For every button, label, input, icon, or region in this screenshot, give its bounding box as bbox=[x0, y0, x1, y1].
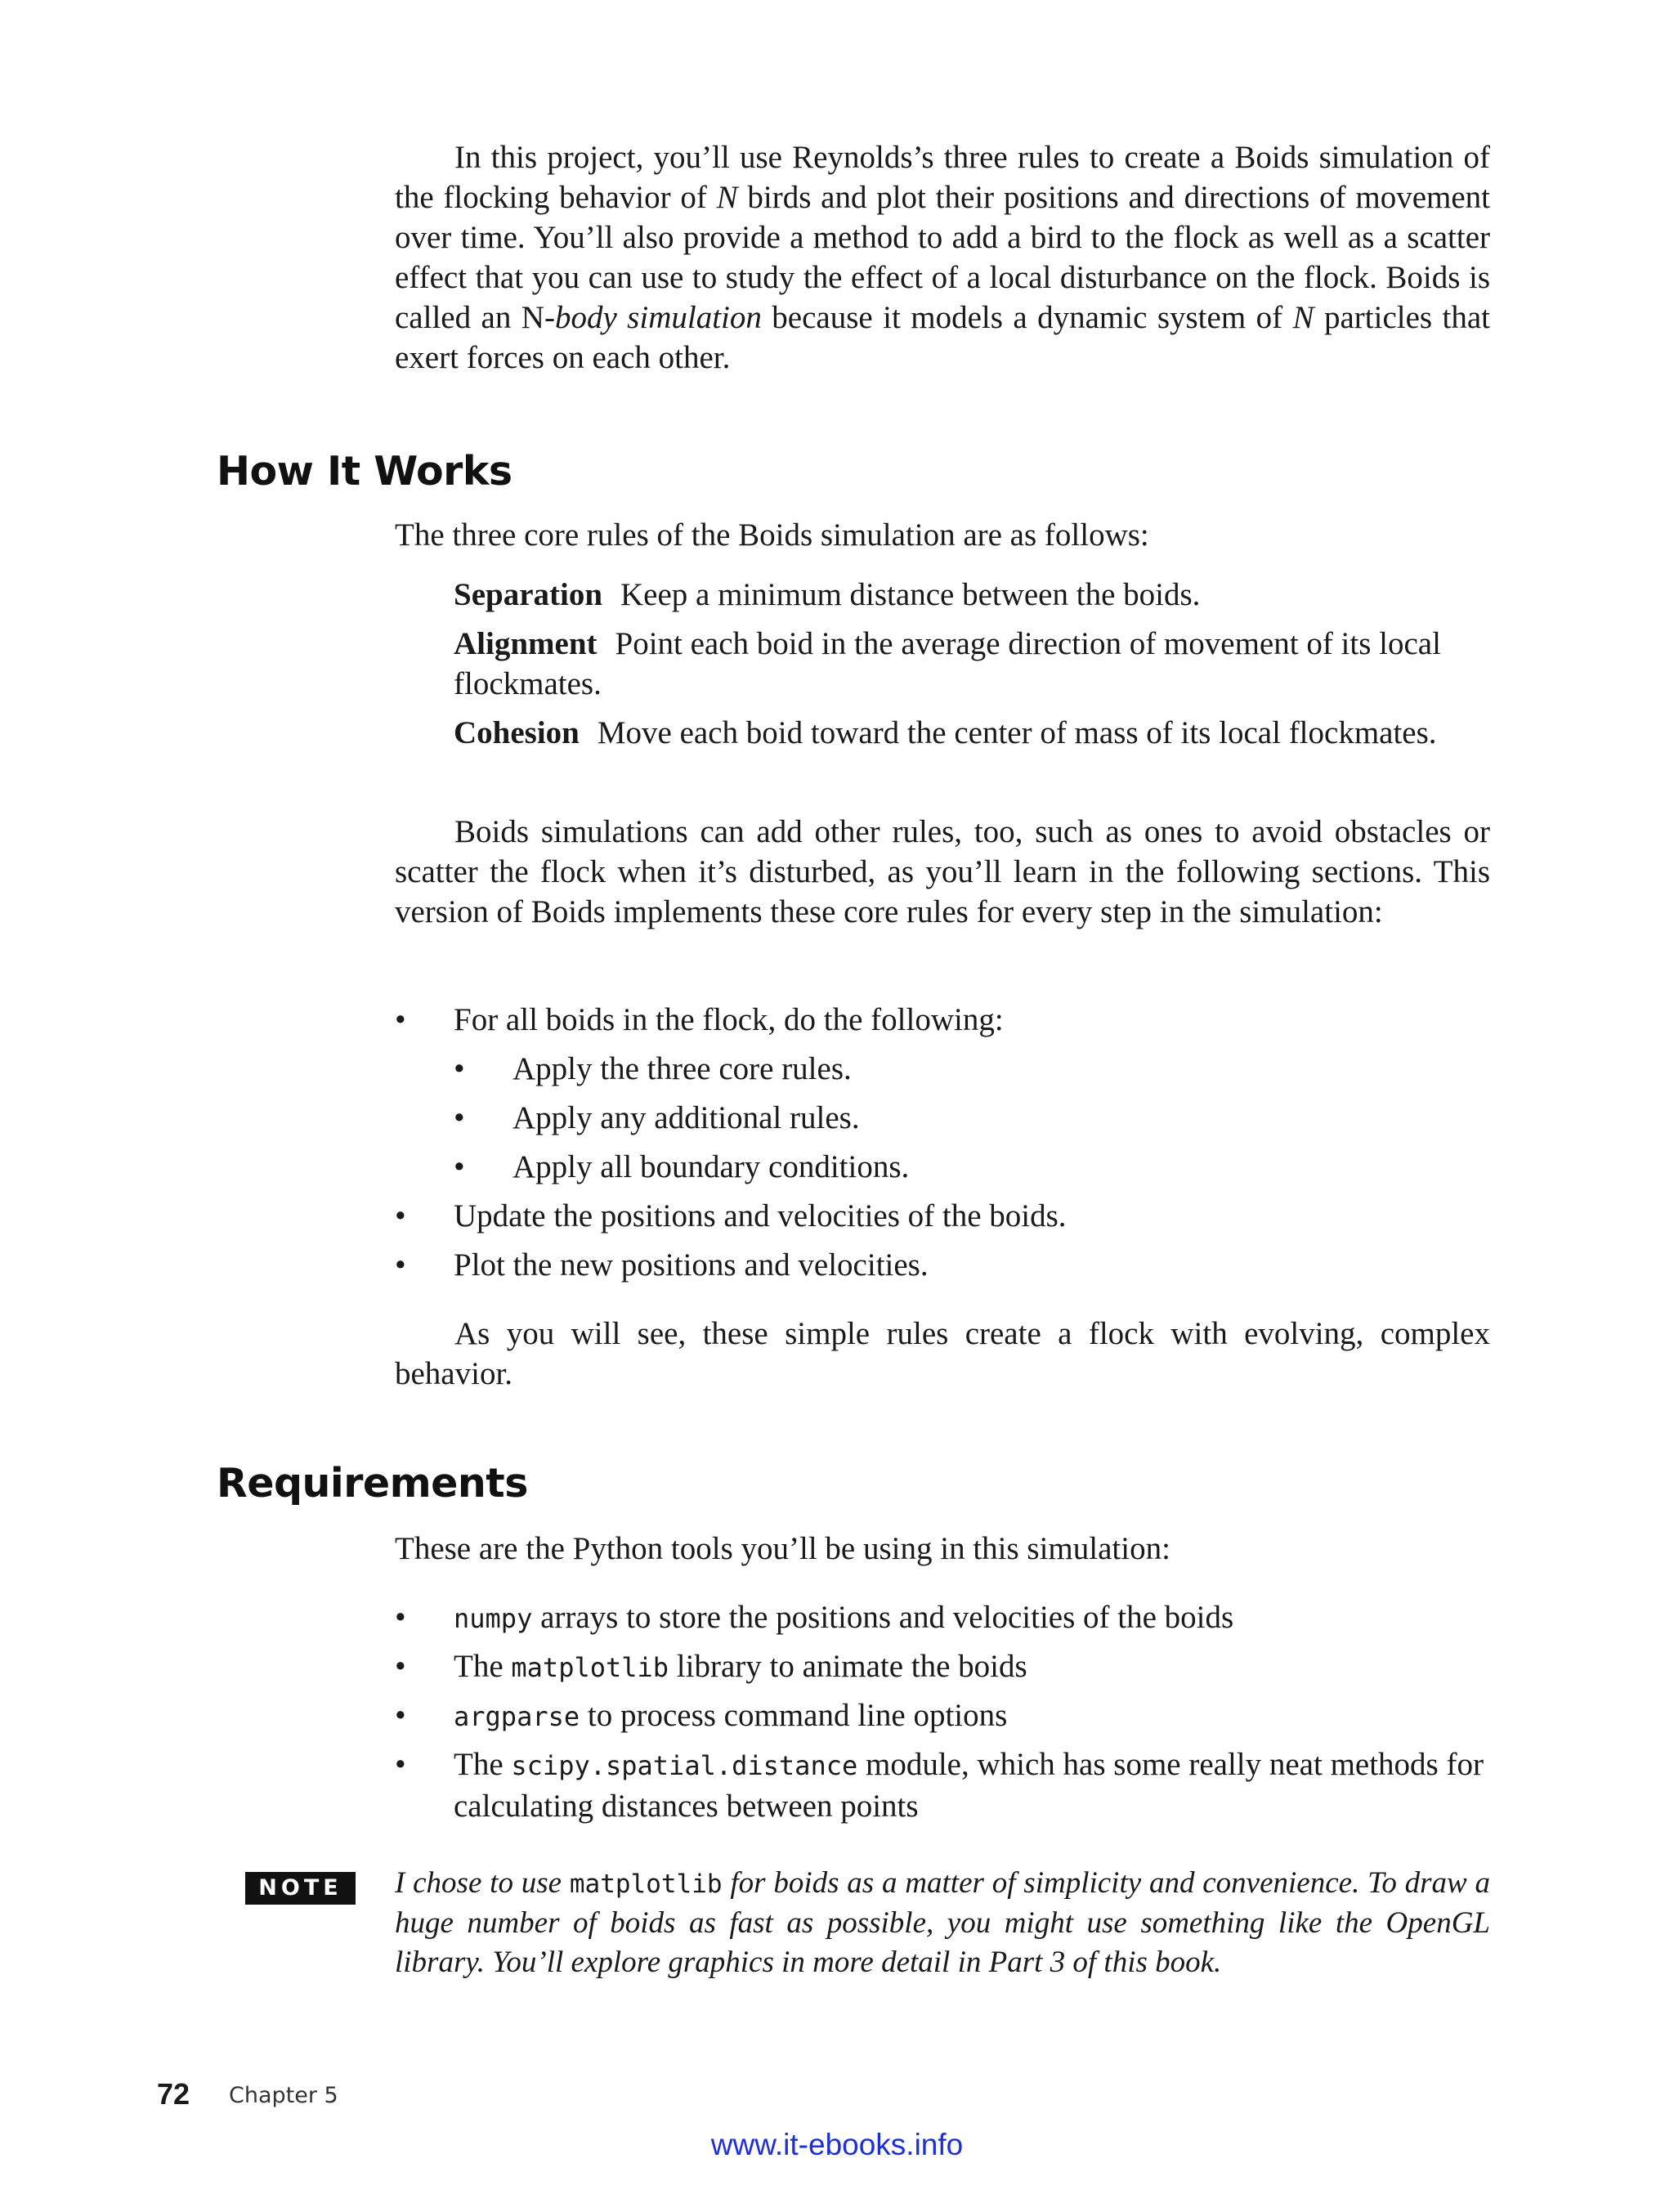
bullet-icon: • bbox=[454, 1149, 465, 1184]
bullet-icon: • bbox=[395, 1698, 406, 1733]
note-label: NOTE bbox=[245, 1872, 356, 1905]
bullet-icon: • bbox=[395, 1600, 406, 1635]
page-number: 72 bbox=[157, 2077, 190, 2111]
rule-term: Alignment bbox=[454, 626, 598, 661]
footer-url-link[interactable]: www.it-ebooks.info bbox=[710, 2128, 964, 2161]
chapter-label: Chapter 5 bbox=[229, 2083, 338, 2108]
rules-extra-paragraph: Boids simulations can add other rules, too, such as ones to avoid obstacles or scatter the flock when it’s disturbed, as you’ll learn in the following sections. This version of Boids implements these core rules for every step in the simulation: bbox=[395, 814, 1490, 929]
code-term: matplotlib bbox=[511, 1652, 669, 1683]
note-text: I chose to use matplotlib for boids as a matter of simplicity and convenience. To draw a huge number of boids as fast as possible, you might use something like the OpenGL library. You’ll explore graphics in more detail in Part 3 of this book. bbox=[395, 1866, 1490, 1979]
code-term: matplotlib bbox=[569, 1869, 723, 1899]
bullet-icon: • bbox=[395, 1002, 406, 1037]
rule-term: Cohesion bbox=[454, 715, 580, 750]
requirements-lead: These are the Python tools you’ll be using in this simulation: bbox=[395, 1531, 1170, 1566]
rule-desc: Point each boid in the average direction of movement of its local flockmates. bbox=[454, 626, 1441, 701]
rule-alignment bbox=[454, 624, 1463, 704]
bullet-icon: • bbox=[454, 1100, 465, 1135]
rule-desc: Move each boid toward the center of mass of its local flockmates. bbox=[597, 715, 1437, 750]
intro-paragraph: In this project, you’ll use Reynolds’s three rules to create a Boids simulation of the flocking behavior of N birds and plot their positions and directions of movement over time. You’ll also provide a method to add a bird to the flock as well as a scatter effect that you can use to study the effect of a local disturbance on the flock. Boids is called an N-body simulation because it models a dynamic system of N particles that exert forces on each other. bbox=[395, 140, 1490, 375]
bullet-icon: • bbox=[395, 1747, 406, 1782]
bullet-icon: • bbox=[454, 1051, 465, 1086]
code-term: scipy.spatial.distance bbox=[511, 1750, 858, 1781]
how-it-works-heading: How It Works bbox=[217, 448, 512, 495]
bullet-icon: • bbox=[395, 1649, 406, 1684]
code-term: numpy bbox=[454, 1603, 533, 1634]
requirements-heading: Requirements bbox=[217, 1460, 528, 1507]
rule-separation bbox=[454, 575, 1463, 615]
how-lead: The three core rules of the Boids simulation are as follows: bbox=[395, 517, 1149, 553]
bullet-icon: • bbox=[395, 1247, 406, 1283]
rule-cohesion bbox=[454, 713, 1463, 753]
bullet-icon: • bbox=[395, 1198, 406, 1234]
closing-paragraph: As you will see, these simple rules create a flock with evolving, complex behavior. bbox=[395, 1316, 1490, 1391]
code-term: argparse bbox=[454, 1701, 580, 1732]
rule-term: Separation bbox=[454, 577, 603, 612]
rule-desc: Keep a minimum distance between the boids. bbox=[620, 577, 1201, 612]
